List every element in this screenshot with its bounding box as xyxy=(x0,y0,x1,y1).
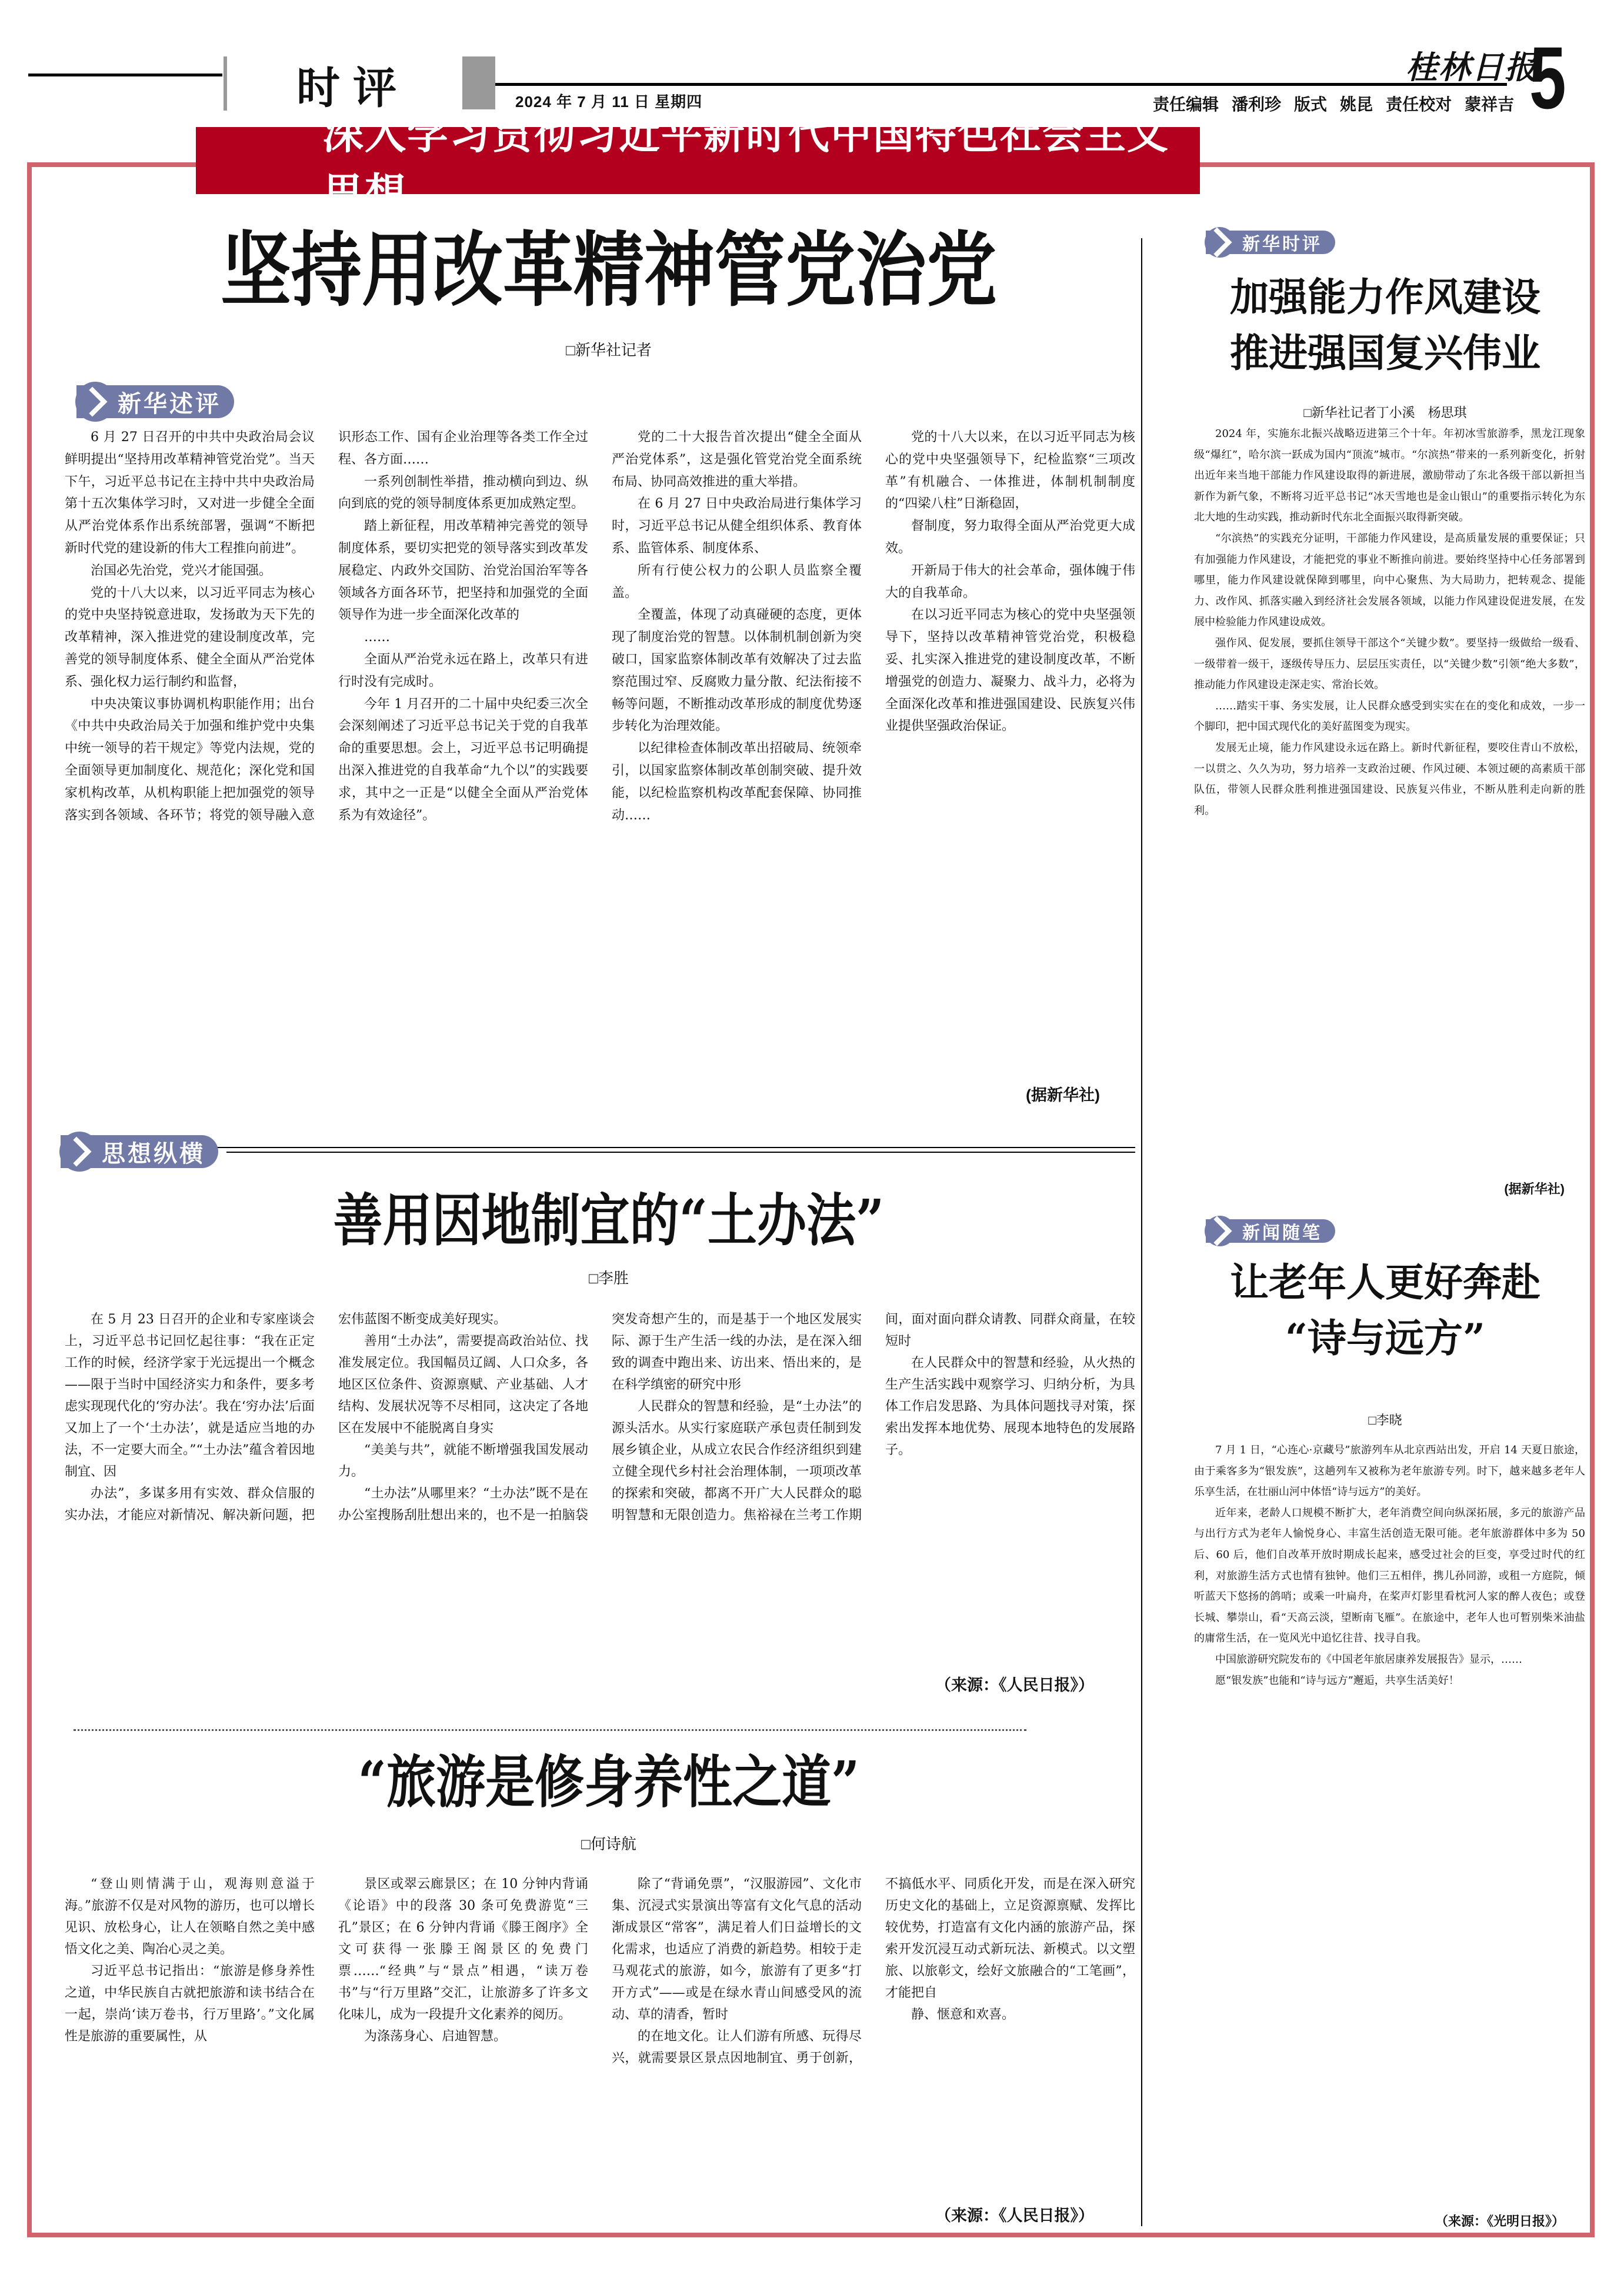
article5-headline-line2: “诗与远方” xyxy=(1285,1315,1485,1361)
staff-credits xyxy=(1153,92,1527,115)
article1-tag-wrap xyxy=(76,385,234,418)
article4-tag-label: 新华时评 xyxy=(1242,235,1322,254)
article2-source: （来源：《人民日报》） xyxy=(935,1676,1094,1694)
column-divider xyxy=(1141,238,1142,2226)
article4-tag xyxy=(1206,231,1335,254)
paragraph: 一系列创制性举措，推动横向到边、纵向到底的党的领导制度体系更加成熟定型。 xyxy=(338,474,588,512)
article2-tag-label: 思想纵横 xyxy=(102,1140,205,1167)
chevron-icon xyxy=(75,382,115,422)
article2-byline: □李胜 xyxy=(589,1269,629,1287)
paragraph: 为涤荡身心、启迪智慧。 xyxy=(364,2029,507,2044)
masthead-bar-left xyxy=(224,56,227,111)
article2-top-rule xyxy=(226,1152,1135,1153)
article4-body xyxy=(1194,423,1585,1159)
paragraph: 以纪律检查体制改革出招破局、统领牵引，以国家监察体制改革创制突破、提升效能，以纪检监察机构改革配套保障、协同推动…… xyxy=(612,741,862,823)
paragraph: …… xyxy=(364,630,390,645)
paragraph: 踏上新征程，用改革精神完善党的领导制度体系，要切实把党的领导落实到改革发展稳定、内政外交国防、治党治国治军等各领域各方面各环节，把坚持和加强党的全面领导作为进一步全面深化改革的 xyxy=(338,519,588,623)
paragraph: 党的二十大报告首次提出“健全全面从严治党体系”，这是强化管党治党全面系统布局、协同高效推进的重大举措。 xyxy=(612,430,862,489)
article1-tag xyxy=(76,385,234,418)
paragraph: 在人民群众中的智慧和经验，从火热的生产生活实践中观察学习、归纳分析，为具体工作启发思路、为具体问题找寻对策，探索出发挥本地优势、展现本地特色的发展路子。 xyxy=(885,1356,1135,1457)
article5-byline: □李晓 xyxy=(1368,1413,1402,1427)
article1-tag-label: 新华述评 xyxy=(118,391,221,417)
staff-label-editor: 责任编辑 xyxy=(1153,95,1219,114)
article3-byline: □何诗航 xyxy=(581,1835,636,1853)
page-number: 5 xyxy=(1529,28,1566,127)
article1-source: (据新华社) xyxy=(1026,1086,1100,1104)
newspaper-logo: 桂林日报 xyxy=(1406,48,1538,86)
paragraph: 善用“土办法”，需要提高政治站位、找准发展定位。我国幅员辽阔、人口众多，各地区区位条件、资源禀赋、产业基础、人才结构、发展状况等不尽相同，这决定了各地区在发展中不能脱离自身实 xyxy=(338,1334,588,1436)
paragraph: 景区或翠云廊景区；在 10 分钟内背诵《论语》中的段落 30 条可免费游览“三孔”景区；在 6 分钟内背诵《滕王阁序》全文可获得一张滕王阁景区的免费门票……“经典”与“景点”相遇，“读万卷书”与“行万里路”交汇，让旅游多了许多文化味儿，成为一段提升文化素养的阅历。 xyxy=(338,1877,588,2022)
paragraph: 人民群众的智慧和经验，是“土办法”的源头活水。从实行家庭联产承包责任制到发展乡镇企业，从成立农民合作经济组织到建立健全现代乡村社会治理体制，一项项改革的探索和突破，都离不开广大人民群众的聪明智慧和无限创造力。焦裕禄在兰考工作期间，面对面向群众请教、同群众商量，在较短时 xyxy=(612,1312,1135,1523)
theme-banner: 深入学习贯彻习近平新时代中国特色社会主义思想 xyxy=(196,127,1200,194)
paragraph: 开新局于伟大的社会革命，强体魄于伟大的自我革命。 xyxy=(885,563,1135,601)
paragraph: “美美与共”，就能不断增强我国发展动力。 xyxy=(338,1443,588,1479)
staff-editor: 潘利珍 xyxy=(1232,95,1282,114)
article4-source: (据新华社) xyxy=(1504,1182,1565,1196)
issue-date: 2024 年 7 月 11 日 星期四 xyxy=(515,93,703,111)
staff-label-layout: 版式 xyxy=(1294,95,1328,114)
article5-source: （来源：《光明日报》） xyxy=(1435,2214,1565,2229)
paragraph: 中国旅游研究院发布的《中国老年旅居康养发展报告》显示，…… xyxy=(1215,1653,1522,1666)
paragraph: “登山则情满于山，观海则意溢于海。”旅游不仅是对风物的游历，也可以增长见识、放松身心，让人在领略自然之美中感悟文化之美、陶冶心灵之美。 xyxy=(65,1877,315,1957)
article2-tag xyxy=(61,1135,218,1168)
article3-body xyxy=(65,1873,1135,2182)
paragraph: 7 月 1 日，“心连心·京藏号”旅游列车从北京西站出发，开启 14 天夏日旅途，由于乘客多为“银发族”，这趟列车又被称为老年旅游专列。时下，越来越多老年人乐享生活，在壮丽山河中体悟“诗与远方”的美好。 xyxy=(1194,1444,1585,1499)
article2-bottom-rule xyxy=(74,1729,1026,1731)
masthead-rule-left xyxy=(28,74,222,76)
paragraph: 近年来，老龄人口规模不断扩大，老年消费空间向纵深拓展，多元的旅游产品与出行方式为老年人愉悦身心、丰富生活创造无限可能。老年旅游群体中多为 50 后、60 后，他们自改革开放时期成长起来，感受过社会的巨变，享受过时代的红利，对旅游生活方式也情有独钟。他们三五相伴，携儿孙同游，或租一方庭院，倾听蓝天下悠扬的鸽哨；或乘一叶扁舟，在桨声灯影里看枕河人家的醉人夜色；或登长城、攀崇山，看“天高云淡，望断南飞雁”。在旅途中，老年人也可暂别柴米油盐的庸常生活，在一览风光中追忆往昔、找寻自我。 xyxy=(1194,1506,1585,1645)
paragraph: “土办法”从哪里来？“土办法”既不是在办公室搜肠刮肚想出来的，也不是一拍脑袋突发奇想产生的，而是基于一个地区发展实际、源于生产生活一线的办法，是在深入细致的调查中跑出来、访出来、悟出来的，是在科学缜密的研究中形 xyxy=(338,1312,862,1523)
paragraph: 党的十八大以来，在以习近平同志为核心的党中央坚强领导下，纪检监察“三项改革”有机融合、一体推进，体制机制制度的“四梁八柱”日渐稳固， xyxy=(885,430,1135,512)
frame-top-left xyxy=(27,162,198,167)
paragraph: 在 5 月 23 日召开的企业和专家座谈会上，习近平总书记回忆起往事：“我在正定工作的时候，经济学家于光远提出一个概念——限于当时中国经济实力和条件，要多考虑实现现代化的‘穷办法’。我在‘穷办法’后面又加上了一个‘土办法’，就是适应当地的办法，不一定要大而全。”“土办法”蕴含着因地制宜、因 xyxy=(65,1312,315,1479)
paragraph: 6 月 27 日召开的中共中央政治局会议鲜明提出“坚持用改革精神管党治党”。当天下午，习近平总书记在主持中共中央政治局第十五次集体学习时，又对进一步健全全面从严治党体系作出系统部署，强调“不断把新时代党的建设新的伟大工程推向前进”。 xyxy=(65,430,315,556)
staff-proofreader: 蒙祥吉 xyxy=(1465,95,1515,114)
paragraph: 在以习近平同志为核心的党中央坚强领导下，坚持以改革精神管党治党，积极稳妥、扎实深入推进党的建设制度改革，不断增强党的创造力、凝聚力、战斗力，必将为全面深化改革和推进强国建设、民族复兴伟业提供坚强政治保证。 xyxy=(885,608,1135,734)
paragraph: 愿“银发族”也能和“诗与远方”邂逅，共享生活美好！ xyxy=(1215,1674,1459,1687)
paragraph: 办法”，多谋多用有实效、群众信服的实办法，才能应对新情况、解决新问题，把宏伟蓝图不断变成美好现实。 xyxy=(65,1312,507,1523)
article5-headline-line1: 让老年人更好奔赴 xyxy=(1230,1259,1540,1305)
paragraph: 在 6 月 27 日中央政治局进行集体学习时，习近平总书记从健全组织体系、教育体系、监管体系、制度体系、 xyxy=(612,496,862,556)
paragraph: 强作风、促发展，要抓住领导干部这个“关键少数”。要坚持一级做给一级看、一级带着一级干，逐级传导压力、层层压实责任，以“关键少数”引领“绝大多数”，推动能力作风建设走深走实、常治长效。 xyxy=(1194,636,1585,692)
frame-top-right xyxy=(1199,162,1595,167)
masthead-rule-right xyxy=(495,83,1507,86)
article2-body xyxy=(65,1309,1135,1579)
article5-tag-wrap xyxy=(1206,1219,1335,1243)
article3-headline: “旅游是修身养性之道” xyxy=(358,1748,860,1816)
paragraph: 所有行使公权力的公职人员监察全覆盖。 xyxy=(612,563,862,601)
article2-headline: 善用因地制宜的“土办法” xyxy=(333,1186,885,1254)
article1-byline: □新华社记者 xyxy=(566,341,652,359)
paragraph: 2024 年，实施东北振兴战略迈进第三个十年。年初冰雪旅游季，黑龙江现象级“爆红”，哈尔滨一跃成为国内“顶流”城市。“尔滨热”带来的一系列新变化，折射出近年来当地干部能力作风建设取得的新进展，激励带动了东北各级干部以新担当新作为新气象，不断将习近平总书记“冰天雪地也是金山银山”的重要指示转化为东北大地的生动实践，推动新时代东北全面振兴取得新突破。 xyxy=(1194,428,1585,524)
staff-layout: 姚昆 xyxy=(1340,95,1373,114)
article4-byline: □新华社记者丁小溪 杨思琪 xyxy=(1303,405,1467,420)
paragraph: 中央决策议事协调机构职能作用；出台《中共中央政治局关于加强和维护党中央集中统一领导的若干规定》等党内法规，党的全面领导更加制度化、规范化；深化党和国家机构改革，从机构职能上把加强党的领导落实到各领域、各环节；将党的领导融入意识形态工作、国有企业治理等各类工作全过程、各方面…… xyxy=(65,430,588,823)
paragraph: 今年 1 月召开的二十届中央纪委三次全会深刻阐述了习近平总书记关于党的自我革命的重要思想。会上，习近平总书记明确提出深入推进党的自我革命“九个以”的实践要求，其中之一正是“以健全全面从严治党体系为有效途径”。 xyxy=(338,696,588,823)
article5-tag xyxy=(1206,1219,1335,1243)
paragraph: 静、惬意和欢喜。 xyxy=(911,2007,1015,2022)
paragraph: 全面从严治党永远在路上，改革只有进行时没有完成时。 xyxy=(338,652,588,689)
section-title: 时评 xyxy=(296,63,409,114)
article1-headline: 坚持用改革精神管党治党 xyxy=(221,222,997,318)
paragraph: “尔滨热”的实践充分证明，干部能力作风建设，是高质量发展的重要保证；只有加强能力作风建设，才能把党的事业不断推向前进。要始终坚持中心任务部署到哪里，能力作风建设就保障到哪里，向中心聚焦、为大局助力，把转观念、提能力、改作风、抓落实融入到经济社会发展各领域，以能力作风建设促进发展，在发展中检验能力作风建设成效。 xyxy=(1194,532,1585,629)
article2-tag-wrap xyxy=(61,1135,218,1168)
paragraph: 发展无止境，能力作风建设永远在路上。新时代新征程，要咬住青山不放松，一以贯之、久久为功，努力培养一支政治过硬、作风过硬、本领过硬的高素质干部队伍，带领人民群众胜利推进强国建设、民族复兴伟业，不断从胜利走向新的胜利。 xyxy=(1194,741,1585,817)
paragraph: 全覆盖，体现了动真碰硬的态度，更体现了制度治党的智慧。以体制机制创新为突破口，国家监察体制改革有效解决了过去监察范围过窄、反腐败力量分散、纪法衔接不畅等问题，不断推动改革形成的制度优势逐步转化为治理效能。 xyxy=(612,608,862,734)
article1-bottom-rule xyxy=(65,1147,1135,1148)
paragraph: 党的十八大以来，以习近平同志为核心的党中央坚持锐意进取，发扬敢为天下先的改革精神，深入推进党的建设制度改革，完善党的领导制度体系、健全全面从严治党体系、强化权力运行制约和监督， xyxy=(65,585,315,689)
chevron-icon xyxy=(1205,1216,1235,1246)
paragraph: 除了“背诵免票”，“汉服游园”、文化市集、沉浸式实景演出等富有文化气息的活动渐成景区“常客”，满足着人们日益增长的文化需求，也适应了消费的新趋势。相较于走马观花式的旅游，如今，旅游有了更多“打开方式”——或是在绿水青山间感受风的流动、草的清香，暂时 xyxy=(612,1877,862,2022)
article1-body xyxy=(65,426,1135,1112)
article5-body xyxy=(1194,1440,1585,2204)
chevron-icon xyxy=(1205,227,1235,258)
chevron-icon xyxy=(59,1132,99,1172)
article4-headline-line2: 推进强国复兴伟业 xyxy=(1230,330,1540,376)
article3-source: （来源：《人民日报》） xyxy=(935,2207,1094,2224)
article4-headline-line1: 加强能力作风建设 xyxy=(1230,274,1540,320)
staff-label-proofreader: 责任校对 xyxy=(1386,95,1452,114)
article4-tag-wrap xyxy=(1206,231,1335,254)
article5-tag-label: 新闻随笔 xyxy=(1242,1223,1322,1243)
paragraph: 治国必先治党，党兴才能国强。 xyxy=(91,563,272,578)
paragraph: ……踏实干事、务实发展，让人民群众感受到实实在在的变化和成效，一步一个脚印，把中国式现代化的美好蓝图变为现实。 xyxy=(1194,699,1585,733)
paragraph: 的在地文化。让人们游有所感、玩得尽兴，就需要景区景点因地制宜、勇于创新，不搞低水平、同质化开发，而是在深入研究历史文化的基础上，立足资源禀赋、发挥比较优势，打造富有文化内涵的旅游产品，探索开发沉浸互动式新玩法、新模式。以文塑旅、以旅彰文，绘好文旅融合的“工笔画”，才能把自 xyxy=(612,1877,1135,2066)
paragraph: 督制度，努力取得全面从严治党更大成效。 xyxy=(885,519,1135,556)
paragraph: 习近平总书记指出：“旅游是修身养性之道，中华民族自古就把旅游和读书结合在一起，崇尚‘读万卷书，行万里路’。”文化属性是旅游的重要属性，从 xyxy=(65,1964,315,2044)
